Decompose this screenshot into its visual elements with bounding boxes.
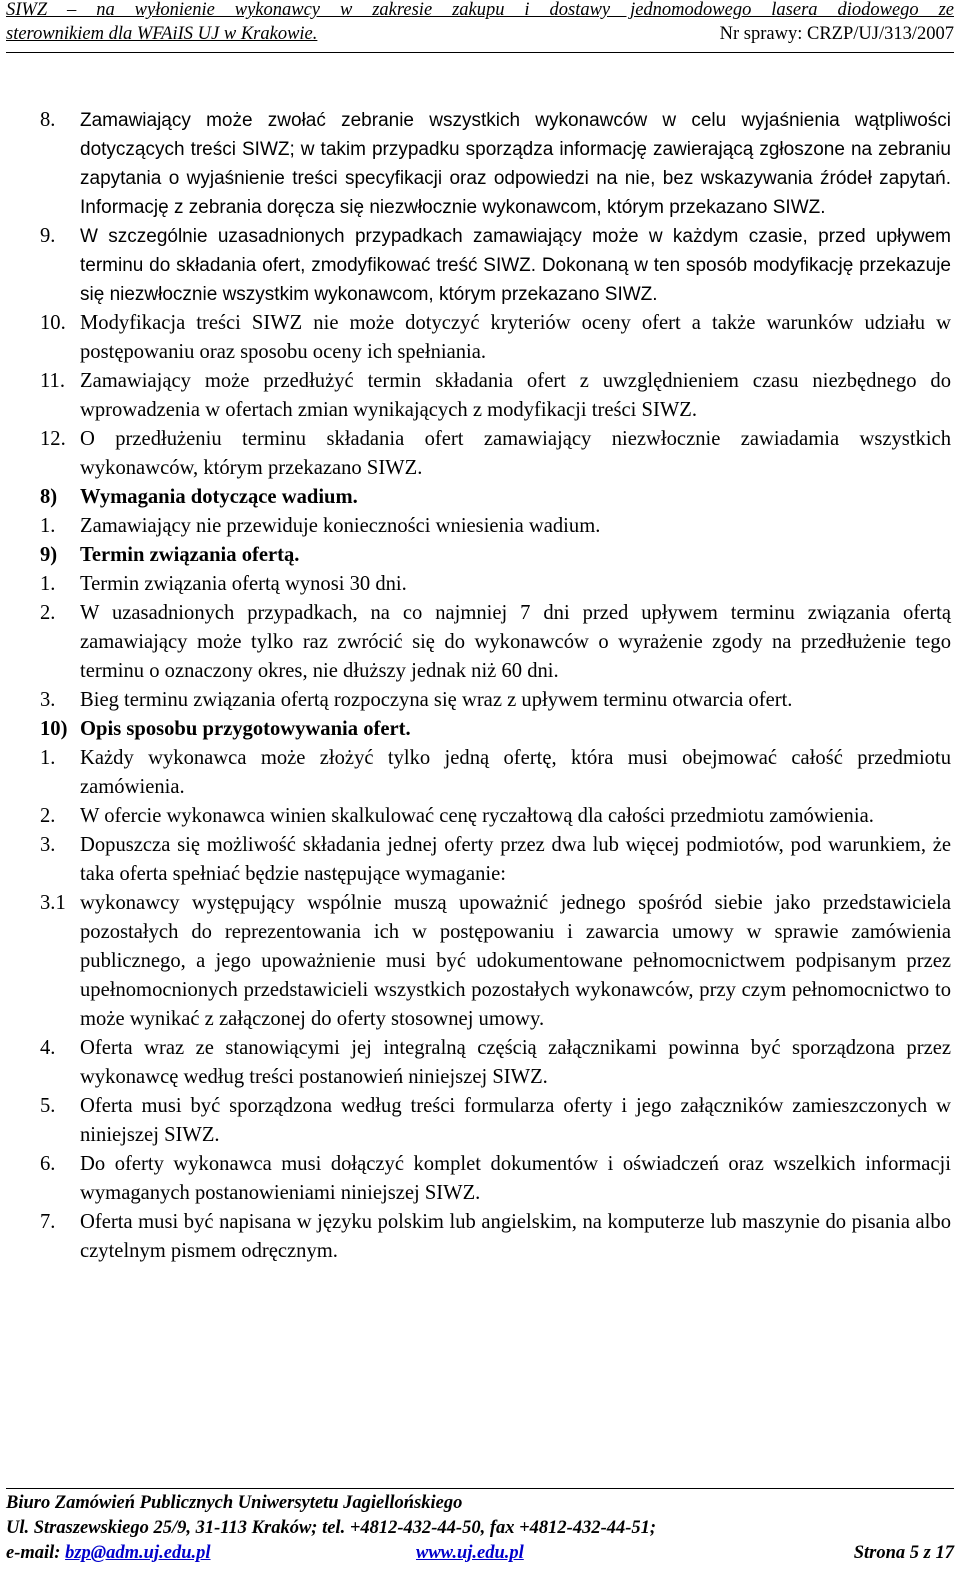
- item-text: Do oferty wykonawca musi dołączyć komplet dokumentów i oświadczeń oraz wszelkich informacji wymaganych postanowieniami niniejszej SIWZ.: [80, 1153, 951, 1204]
- list-item: [40, 106, 951, 222]
- item-text: Modyfikacja treści SIWZ nie może dotyczyć kryteriów oceny ofert a także warunków udziału w postępowaniu oraz sposobu oceny ich spełniania.: [80, 312, 951, 363]
- section-title: Opis sposobu przygotowywania ofert.: [80, 718, 411, 740]
- section-heading: [40, 541, 951, 570]
- section-number: 9): [40, 544, 58, 566]
- footer-address: Ul. Straszewskiego 25/9, 31-113 Kraków; tel. +4812-432-44-50, fax +4812-432-44-51;: [6, 1518, 657, 1538]
- item-number: 12.: [40, 428, 66, 450]
- header-title-continued: sterownikiem dla WFAiIS UJ w Krakowie.: [6, 24, 318, 44]
- item-number: 1.: [40, 573, 56, 595]
- footer-contact-row: [6, 1541, 954, 1566]
- item-number: 7.: [40, 1211, 56, 1233]
- list-item: [40, 802, 951, 831]
- item-number: 3.1: [40, 892, 66, 914]
- item-number: 3.: [40, 834, 56, 856]
- email-label: e-mail:: [6, 1543, 61, 1563]
- list-item: [40, 686, 951, 715]
- list-item: [40, 1034, 951, 1092]
- item-text: Zamawiający może zwołać zebranie wszystkich wykonawców w celu wyjaśnienia wątpliwości dotyczących treści SIWZ; w takim przypadku sporządza informację zawierającą zgłoszone na zebraniu zapytania o wyjaśnienie treści specyfikacji oraz odpowiedzi na nie, bez wskazywania źródeł zapytań. Informację z zebrania doręcza się niezwłocznie wykonawcom, którym przekazano SIWZ.: [80, 110, 951, 218]
- list-item: [40, 512, 951, 541]
- item-number: 1.: [40, 515, 56, 537]
- page-number: Strona 5 z 17: [853, 1543, 954, 1563]
- item-text: Zamawiający nie przewiduje konieczności wniesienia wadium.: [80, 515, 601, 537]
- list-item: [40, 309, 951, 367]
- item-text: W uzasadnionych przypadkach, na co najmniej 7 dni przed upływem terminu związania ofertą zamawiający może tylko raz zwrócić się do wykonawców o wyrażenie zgody na przedłużenie tego terminu o oznaczony okres, nie dłuższy jednak niż 60 dni.: [80, 602, 951, 682]
- list-item: [40, 425, 951, 483]
- item-number: 4.: [40, 1037, 56, 1059]
- item-text: Oferta musi być napisana w języku polskim lub angielskim, na komputerze lub maszynie do pisania albo czytelnym pismem odręcznym.: [80, 1211, 951, 1262]
- item-text: W ofercie wykonawca winien skalkulować cenę ryczałtową dla całości przedmiotu zamówienia.: [80, 805, 874, 827]
- item-number: 2.: [40, 805, 56, 827]
- item-number: 8.: [40, 109, 56, 131]
- item-text: Każdy wykonawca może złożyć tylko jedną ofertę, która musi obejmować całość przedmiotu zamówienia.: [80, 747, 951, 798]
- section-title: Termin związania ofertą.: [80, 544, 300, 566]
- item-number: 11.: [40, 370, 65, 392]
- item-text: Oferta musi być sporządzona według treści formularza oferty i jego załączników zamieszczonych w niniejszej SIWZ.: [80, 1095, 951, 1146]
- section-heading: [40, 483, 951, 512]
- email-link[interactable]: bzp@adm.uj.edu.pl: [65, 1543, 211, 1563]
- website-link[interactable]: www.uj.edu.pl: [416, 1543, 524, 1563]
- item-number: 5.: [40, 1095, 56, 1117]
- header-title: SIWZ – na wyłonienie wykonawcy w zakresie zakupu i dostawy jednomodowego lasera diodowego ze: [6, 0, 954, 20]
- list-item: [40, 570, 951, 599]
- item-text: Dopuszcza się możliwość składania jednej oferty przez dwa lub więcej podmiotów, pod warunkiem, że taka oferta spełniać będzie następujące wymaganie:: [80, 834, 951, 885]
- item-text: Termin związania ofertą wynosi 30 dni.: [80, 573, 407, 595]
- item-text: Oferta wraz ze stanowiącymi jej integralną częścią załącznikami powinna być sporządzona przez wykonawcę według treści postanowień niniejszej SIWZ.: [80, 1037, 951, 1088]
- item-number: 3.: [40, 689, 56, 711]
- section-title: Wymagania dotyczące wadium.: [80, 486, 358, 508]
- document-body: [40, 106, 951, 1266]
- item-number: 6.: [40, 1153, 56, 1175]
- item-text: O przedłużeniu terminu składania ofert zamawiający niezwłocznie zawiadamia wszystkich wykonawców, którym przekazano SIWZ.: [80, 428, 951, 479]
- list-item: [40, 744, 951, 802]
- case-number: Nr sprawy: CRZP/UJ/313/2007: [719, 24, 954, 44]
- item-text: Zamawiający może przedłużyć termin składania ofert z uwzględnieniem czasu niezbędnego do wprowadzenia w ofertach zmian wynikających z modyfikacji treści SIWZ.: [80, 370, 951, 421]
- section-number: 10): [40, 718, 68, 740]
- page-header: [6, 0, 954, 53]
- list-item: [40, 222, 951, 309]
- page-footer: [6, 1488, 954, 1566]
- item-number: 2.: [40, 602, 56, 624]
- item-number: 1.: [40, 747, 56, 769]
- list-item: [40, 831, 951, 889]
- section-number: 8): [40, 486, 58, 508]
- list-item: [40, 1208, 951, 1266]
- list-item: [40, 1092, 951, 1150]
- item-number: 10.: [40, 312, 66, 334]
- section-heading: [40, 715, 951, 744]
- list-item: [40, 1150, 951, 1208]
- list-item: [40, 599, 951, 686]
- item-text: W szczególnie uzasadnionych przypadkach zamawiający może w każdym czasie, przed upływem terminu do składania ofert, zmodyfikować treść SIWZ. Dokonaną w ten sposób modyfikację przekazuje się niezwłocznie wszystkim wykonawcom, którym przekazano SIWZ.: [80, 226, 951, 305]
- list-item: [40, 889, 951, 1034]
- footer-office: Biuro Zamówień Publicznych Uniwersytetu Jagiellońskiego: [6, 1493, 463, 1513]
- item-text: Bieg terminu związania ofertą rozpoczyna się wraz z upływem terminu otwarcia ofert.: [80, 689, 793, 711]
- item-number: 9.: [40, 225, 56, 247]
- item-text: wykonawcy występujący wspólnie muszą upoważnić jednego spośród siebie jako przedstawiciela pozostałych do reprezentowania ich w postępowaniu i zawarcia umowy w sprawie zamówienia publicznego, a jego upoważnienie musi być udokumentowane pełnomocnictwem podpisanym przez upełnomocnionych przedstawicieli wszystkich pozostałych wykonawców, przy czym pełnomocnictwo to może wynikać z załączonej do oferty stosownej umowy.: [80, 892, 951, 1030]
- list-item: [40, 367, 951, 425]
